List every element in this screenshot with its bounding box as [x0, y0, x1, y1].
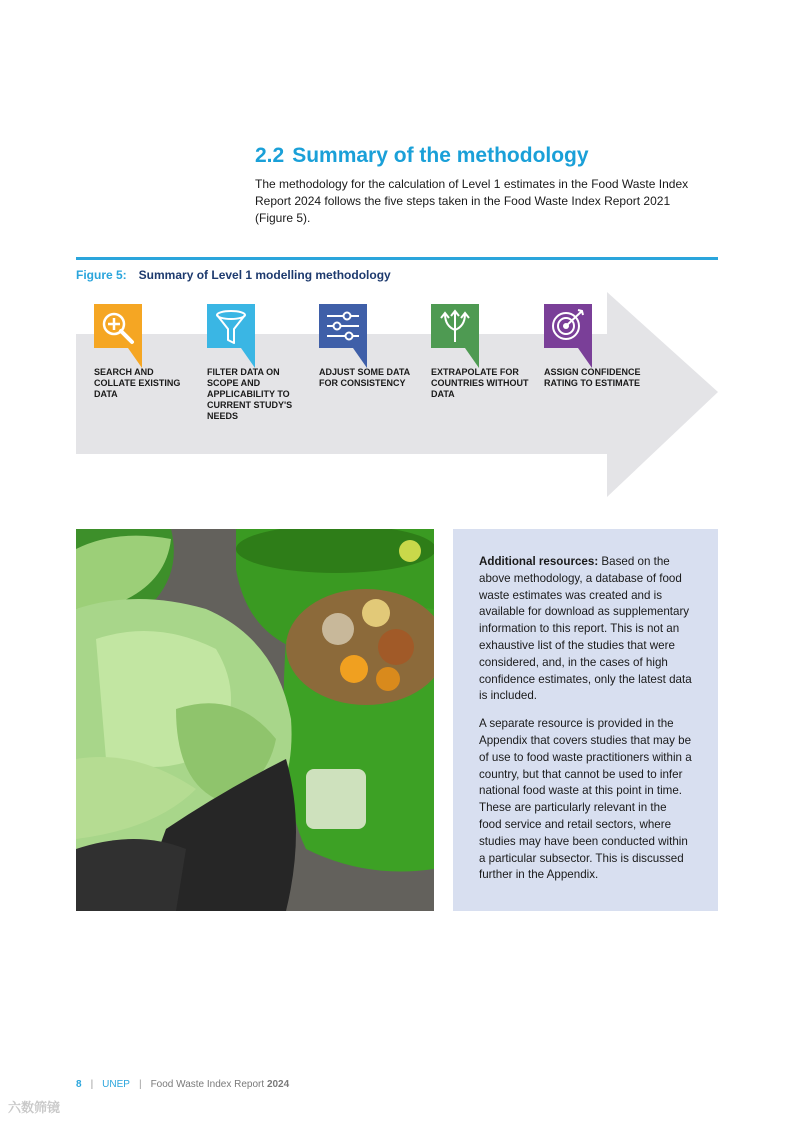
watermark: 六数筛镜: [8, 1100, 61, 1115]
food-waste-bins-photo: [76, 529, 434, 911]
branching-arrows-icon: [431, 304, 479, 348]
footer-report-title: Food Waste Index Report: [150, 1079, 265, 1090]
figure-title: Summary of Level 1 modelling methodology: [138, 268, 391, 282]
step-label: ADJUST SOME DATA FOR CONSISTENCY: [319, 367, 410, 388]
footer-separator: |: [138, 1079, 142, 1090]
sliders-icon: [319, 304, 367, 348]
additional-resources-paragraph-1: [479, 554, 692, 705]
step-filter: [207, 304, 307, 422]
step-extrapolate: [431, 304, 531, 400]
step-label: ASSIGN CONFIDENCE RATING TO ESTIMATE: [544, 367, 641, 388]
page-number: 8: [76, 1079, 82, 1090]
step-adjust: [319, 304, 419, 389]
additional-resources-text-1: Based on the above methodology, a database of food waste estimates was created and is available for download as supplementary information to this report. This is not an exhaustive list of the studies that were considered, and, in the cases of high confidence estimates, only the latest data is included.: [479, 555, 692, 703]
step-label: FILTER DATA ON SCOPE AND APPLICABILITY TO CURRENT STUDY'S NEEDS: [207, 367, 293, 421]
footer-year: 2024: [266, 1079, 290, 1090]
footer-org: UNEP: [102, 1079, 130, 1090]
step-assign: [544, 304, 644, 389]
additional-resources-paragraph-2: A separate resource is provided in the Appendix that covers studies that may be of use to food waste practitioners within a country, but that cannot be used to infer national food waste at this point in time. These are particularly relevant in the food service and retail sectors, where studies may have been conducted within a particular subsector. This is discussed further in the Appendix.: [479, 717, 692, 882]
footer-separator: |: [90, 1079, 94, 1090]
step-search: [94, 304, 194, 400]
target-icon: [544, 304, 592, 348]
figure-label: Figure 5:: [76, 268, 127, 282]
section-heading: Summary of the methodology: [292, 144, 589, 167]
page-footer: [76, 1079, 289, 1090]
figure-caption: [76, 268, 391, 282]
magnifier-plus-icon: [94, 304, 142, 348]
section-title: [255, 144, 589, 168]
section-number: 2.2: [255, 144, 285, 167]
intro-paragraph: The methodology for the calculation of Level 1 estimates in the Food Waste Index Report 2024 follows the five steps taken in the Food Waste Index Report 2021 (Figure 5).: [255, 177, 689, 225]
step-label: EXTRAPOLATE FOR COUNTRIES WITHOUT DATA: [431, 367, 529, 399]
step-label: SEARCH AND COLLATE EXISTING DATA: [94, 367, 181, 399]
funnel-icon: [207, 304, 255, 348]
additional-resources-box: [453, 529, 718, 911]
additional-resources-heading: Additional resources:: [479, 555, 599, 568]
figure-top-rule: [76, 257, 718, 260]
